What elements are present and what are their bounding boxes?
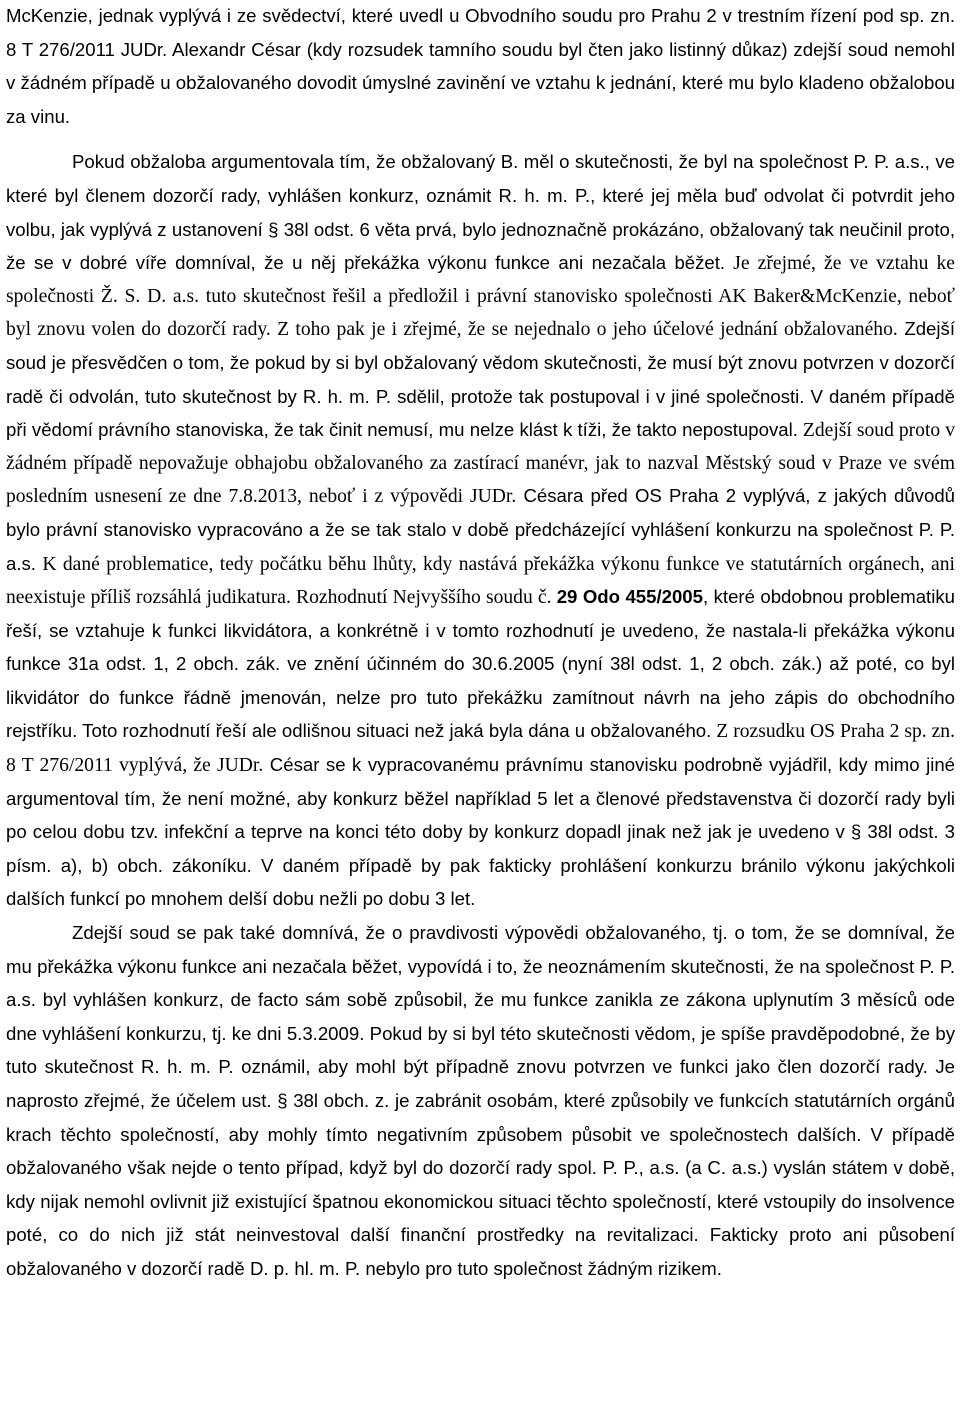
document-page bbox=[6, 0, 955, 1287]
paragraph-2-run-8: , které obdobnou problematiku řeší, se vztahuje k funkci likvidátora, a konkrétně i v tomto rozhodnutí je uvedeno, že nastala-li překážka výkonu funkce 31a odst. 1, 2 obch. zák. ve znění účinném do 30.6.2005 (nyní 38l odst. 1, 2 obch. zák.) až poté, co byl likvidátor do funkce řádně jmenován, nelze pro tuto překážku zamítnout návrh na jeho zápis do obchodního rejstříku. Toto rozhodnutí řeší ale odlišnou situaci než jaká byla dána u obžalovaného. bbox=[6, 586, 955, 742]
paragraph-2-run-5: Césara před OS Praha 2 vyplývá, z jakých důvodů bylo právní stanovisko vypracováno a že se tak stalo v době předcházející vyhlášení konkurzu na společnost P. P. a.s. bbox=[6, 485, 956, 574]
paragraph-2-run-2: Je zřejmé, že ve vztahu ke společnosti Ž. S. D. a.s. tuto skutečnost řešil a předložil i právní stanovisko společnosti AK Baker&McKenzie, neboť byl znovu volen do dozorčí rady. Z toho pak je i zřejmé, že se nejednalo o jeho účelové jednání obžalovaného. bbox=[6, 253, 955, 341]
paragraph-2-run-9: Z rozsudku OS Praha 2 sp. zn. 8 T 276/2011 vyplývá, že JUDr. bbox=[6, 721, 955, 777]
paragraph-2-run-3: Zdejší soud je přesvědčen o tom, že pokud by si byl obžalovaný vědom skutečnosti, že musí být znovu potvrzen v dozorčí radě či odvolán, tuto skutečnost by R. h. m. P. sdělil, protože tak postupoval i v jiné společnosti. V daném případě při vědomí právního stanoviska, že tak činit nemusí, mu nelze klást k tíži, že takto nepostupoval. bbox=[6, 318, 955, 441]
paragraph-1-run-1: McKenzie, jednak vyplývá i ze svědectví, které uvedl u Obvodního soudu pro Prahu 2 v trestním řízení pod sp. zn. 8 T 276/2011 JUDr. Alexandr César (kdy rozsudek tamního soudu byl čten jako listinný důkaz) zdejší soud nemohl v žádném případě u obžalovaného dovodit úmyslné zavinění ve vztahu k jednání, které mu bylo kladeno obžalobou za vinu. bbox=[6, 5, 955, 127]
paragraph-2-run-1: Pokud obžaloba argumentovala tím, že obžalovaný B. měl o skutečnosti, že byl na společnost P. P. a.s., ve které byl členem dozorčí rady, vyhlášen konkurz, oznámit R. h. m. P., které jej měla buď odvolat či potvrdit jeho volbu, jak vyplývá z ustanovení § 38l odst. 6 věta prvá, bylo jednoznačně prokázáno, obžalovaný tak neučinil proto, že se v dobré víře domníval, že u něj překážka výkonu funkce ani nezačala běžet. bbox=[6, 151, 955, 274]
paragraph-2 bbox=[6, 146, 955, 917]
case-reference: 29 Odo 455/2005 bbox=[556, 586, 703, 608]
paragraph-3 bbox=[6, 917, 955, 1287]
paragraph-2-run-6: K dané problematice, tedy počátku běhu lhůty, kdy nastává překážka výkonu funkce ve statutárních orgánech, ani neexistuje příliš rozsáhlá judikatura. Rozhodnutí Nejvyššího soudu č. bbox=[6, 553, 955, 609]
paragraph-3-run-1: Zdejší soud se pak také domnívá, že o pravdivosti výpovědi obžalovaného, tj. o tom, že se domníval, že mu překážka výkonu funkce ani nezačala běžet, vypovídá i to, že neoznámením skutečnosti, že na společnost P. P. a.s. byl vyhlášen konkurz, de facto sám sobě způsobil, že mu funkce zanikla ze zákona uplynutím 3 měsíců ode dne vyhlášení konkurzu, tj. ke dni 5.3.2009. Pokud by si byl této skutečnosti vědom, je spíše pravděpodobné, že by tuto skutečnost R. h. m. P. oznámil, aby mohl být případně znovu potvrzen ve funkci jako člen dozorčí rady. Je naprosto zřejmé, že účelem ust. § 38l obch. z. je zabránit osobám, které způsobily ve funkcích statutárních orgánů krach těchto společností, aby mohly tímto negativním způsobem působit ve společnostech dalších. V případě obžalovaného však nejde o tento případ, když byl do dozorčí rady spol. P. P., a.s. (a C. a.s.) vyslán státem v době, kdy nijak nemohl ovlivnit již existující špatnou ekonomickou situaci těchto společností, které vstoupily do insolvence poté, co do nich již stát neinvestoval další finanční prostředky na revitalizaci. Fakticky proto ani působení obžalovaného v dozorčí radě D. p. hl. m. P. nebylo pro tuto společnost žádným rizikem. bbox=[6, 922, 955, 1279]
paragraph-1 bbox=[6, 0, 955, 134]
paragraph-2-run-10: César se k vypracovanému právnímu stanovisku podrobně vyjádřil, kdy mimo jiné argumentoval tím, že není možné, aby konkurz běžel například 5 let a členové představenstva či dozorčí rady byli po celou dobu tzv. infekční a teprve na konci této doby by konkurz dopadl jinak než jak je uvedeno v § 38l odst. 3 písm. a), b) obch. zákoníku. V daném případě by pak fakticky prohlášení konkurzu bránilo výkonu jakýchkoli dalších funkcí po mnohem delší dobu nežli po dobu 3 let. bbox=[6, 754, 956, 910]
paragraph-2-run-4: Zdejší soud proto v žádném případě nepovažuje obhajobu obžalovaného za zastírací manévr, jak to nazval Městský soud v Praze ve svém posledním usnesení ze dne 7.8.2013, neboť i z výpovědi JUDr. bbox=[6, 420, 955, 508]
